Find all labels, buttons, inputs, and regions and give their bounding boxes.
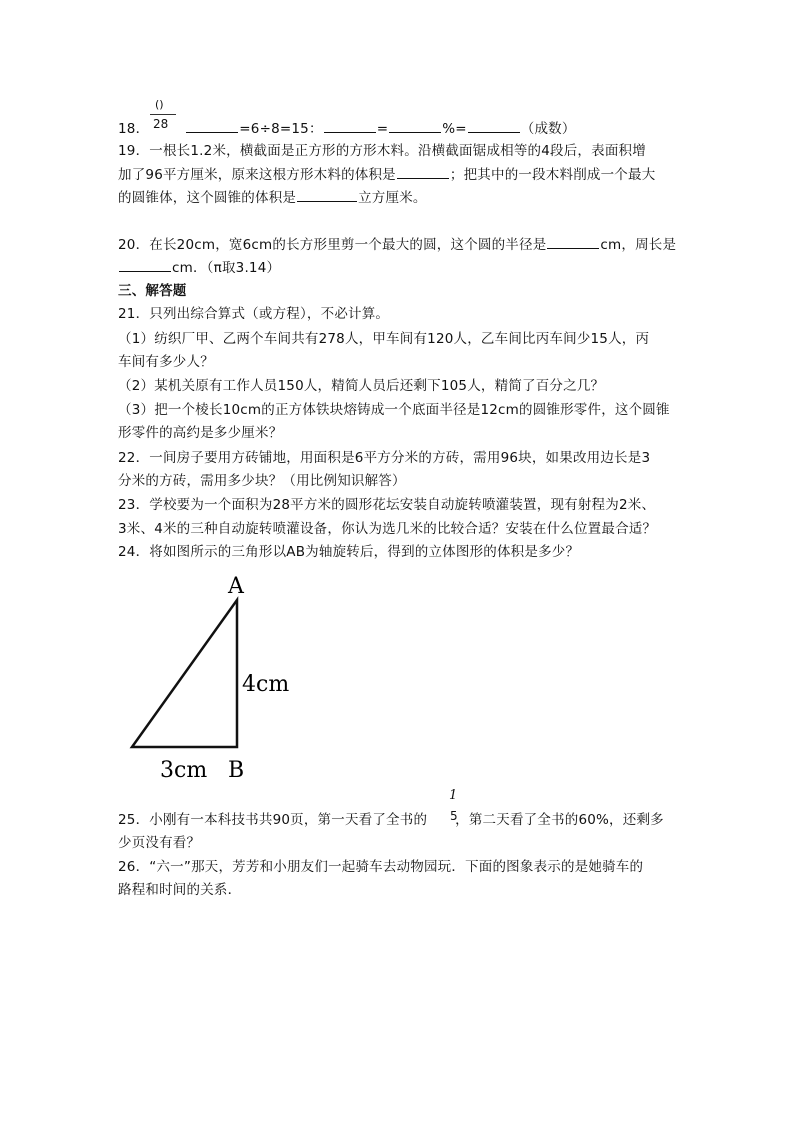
q19-text-2a: 加了96平方厘米，原来这根方形木料的体积是 xyxy=(118,167,396,183)
q18-fraction-numerator: () xyxy=(155,98,164,111)
q19-blank-1[interactable] xyxy=(397,164,449,179)
q19-text-3a: 的圆锥体，这个圆锥的体积是 xyxy=(118,190,297,206)
q19-text-2b: ；把其中的一段木料削成一个最大 xyxy=(449,167,656,183)
q18-blank-3[interactable] xyxy=(389,118,441,133)
q23-line-2: 3米、4米的三种自动旋转喷灌设备，你认为选几米的比较合适？安装在什么位置最合适？ xyxy=(118,521,657,537)
q20-blank-1[interactable] xyxy=(547,234,599,249)
q25-fraction-denominator: 5 xyxy=(450,809,458,823)
q20-line-2 xyxy=(118,257,280,278)
q25-fraction-numerator: 1 xyxy=(449,788,458,803)
q20-text-1b: cm，周长是 xyxy=(600,237,677,253)
q23-line-1: 23．学校要为一个面积为28平方米的圆形花坛安装自动旋转喷灌装置，现有射程为2米、 xyxy=(118,497,656,513)
q19-line-1: 19．一根长1.2米，横截面是正方形的方形木料。沿横截面锯成相等的4段后，表面积增 xyxy=(118,143,646,159)
q22-line-2: 分米的方砖，需用多少块？（用比例知识解答） xyxy=(118,473,406,489)
q21-part3-line1: （3）把一个棱长10cm的正方体铁块熔铸成一个底面半径是12cm的圆锥形零件，这个圆锥 xyxy=(118,402,670,418)
q18-fraction-bar xyxy=(150,114,176,115)
q21-part1-line1: （1）纺织厂甲、乙两个车间共有278人，甲车间有120人，乙车间比丙车间少15人，丙 xyxy=(118,331,650,347)
q18-line xyxy=(118,118,576,139)
q20-blank-2[interactable] xyxy=(119,257,171,272)
q18-text-2: = xyxy=(376,121,389,137)
vertex-a-label: A xyxy=(228,574,244,599)
q25-text-1a: 25．小刚有一本科技书共90页，第一天看了全书的 xyxy=(118,812,428,828)
q20-line-1 xyxy=(118,234,676,255)
q18-blank-2[interactable] xyxy=(324,118,376,133)
q20-text-1a: 20．在长20cm，宽6cm的长方形里剪一个最大的圆，这个圆的半径是 xyxy=(118,237,547,253)
q19-line-2 xyxy=(118,164,655,185)
q18-fraction-denominator: 28 xyxy=(153,117,169,131)
q18-blank-1[interactable] xyxy=(186,118,238,133)
q22-line-1: 22．一间房子要用方砖铺地，用面积是6平方分米的方砖，需用96块，如果改用边长是3 xyxy=(118,450,651,466)
q20-text-2b: cm．（π取3.14） xyxy=(172,260,281,276)
q21-stem: 21．只列出综合算式（或方程），不必计算。 xyxy=(118,306,390,322)
triangle-figure xyxy=(118,565,318,790)
q19-text-3b: 立方厘米。 xyxy=(358,190,427,206)
q25-text-1b: ，第二天看了全书的60%，还剩多 xyxy=(455,812,664,828)
q25-line-2: 少页没有看？ xyxy=(118,835,201,851)
q21-part2: （2）某机关原有工作人员150人，精简人员后还剩下105人，精简了百分之几？ xyxy=(118,378,605,394)
section-heading-answers: 三、解答题 xyxy=(118,283,187,299)
q18-blank-4[interactable] xyxy=(468,118,520,133)
vertex-b-label: B xyxy=(228,758,245,783)
q21-part3-line2: 形零件的高约是多少厘米？ xyxy=(118,425,283,441)
q19-blank-2[interactable] xyxy=(297,187,357,202)
side-ab-length-label: 4cm xyxy=(242,672,290,697)
q18-label: 18． xyxy=(118,121,150,137)
q18-text-1: =6÷8=15： xyxy=(239,121,323,137)
q26-line-1: 26．“六一”那天，芳芳和小朋友们一起骑车去动物园玩．下面的图象表示的是她骑车的 xyxy=(118,859,644,875)
q26-line-2: 路程和时间的关系． xyxy=(118,882,242,898)
triangle-shape xyxy=(132,600,237,747)
q24-line-1: 24．将如图所示的三角形以AB为轴旋转后，得到的立体图形的体积是多少？ xyxy=(118,544,580,560)
q18-text-3: %= xyxy=(442,121,467,137)
q25-line-1 xyxy=(118,810,664,830)
bottom-side-length-label: 3cm xyxy=(160,758,208,783)
q19-line-3 xyxy=(118,187,427,208)
q21-part1-line2: 车间有多少人？ xyxy=(118,354,214,370)
q18-text-4: （成数） xyxy=(520,121,576,137)
